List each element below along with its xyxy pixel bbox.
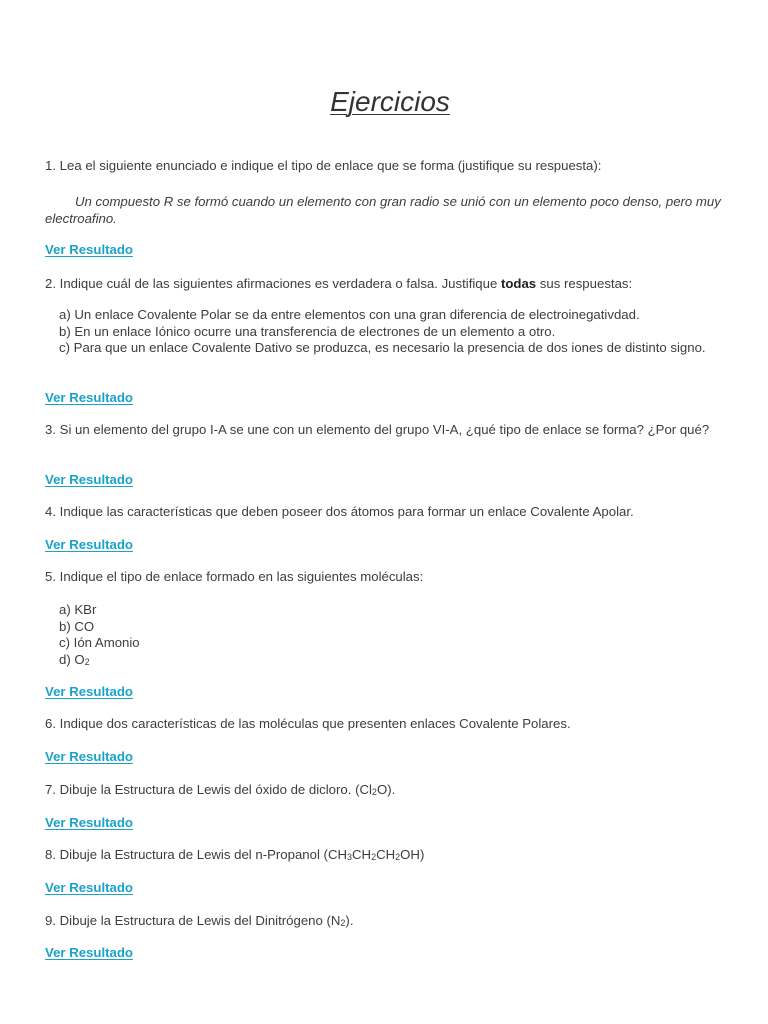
question-7-text-after: O). [376, 782, 396, 797]
question-5-options [45, 602, 735, 668]
question-9-sub: 2 [340, 918, 346, 928]
question-5-option-d [45, 652, 735, 669]
ver-resultado-link-6[interactable]: Ver Resultado [45, 749, 133, 764]
question-8-text-after: OH) [400, 847, 425, 862]
ver-resultado-link-3[interactable]: Ver Resultado [45, 472, 133, 487]
ver-resultado-link-5[interactable]: Ver Resultado [45, 684, 133, 699]
question-9-text [45, 913, 735, 930]
ver-resultado-link-1[interactable]: Ver Resultado [45, 242, 133, 257]
ver-resultado-link-8[interactable]: Ver Resultado [45, 880, 133, 895]
ver-resultado-link-7[interactable]: Ver Resultado [45, 815, 133, 830]
question-5-option-a: a) KBr [59, 602, 97, 617]
question-2-option-b: b) En un enlace Iónico ocurre una transferencia de electrones de un elemento a otro. [59, 323, 556, 339]
question-8-text [45, 847, 735, 864]
question-7-sub: 2 [371, 787, 377, 797]
question-5-option-d-prefix: d) O [59, 651, 85, 667]
question-2-text-before: 2. Indique cuál de las siguientes afirmaciones es verdadera o falsa. Justifique [45, 276, 501, 291]
question-8-part-ch-1: CH [352, 847, 372, 862]
question-2-options [45, 307, 735, 357]
question-7-text [45, 782, 735, 799]
question-3-text: 3. Si un elemento del grupo I-A se une con un elemento del grupo VI-A, ¿qué tipo de enlace se forma? ¿Por qué? [45, 422, 710, 437]
question-6-text: 6. Indique dos características de las moléculas que presenten enlaces Covalente Polares. [45, 716, 571, 731]
ver-resultado-link-9[interactable]: Ver Resultado [45, 945, 133, 960]
question-2-text [45, 276, 735, 293]
question-8-text-before: 8. Dibuje la Estructura de Lewis del n-Propanol (CH [45, 847, 347, 862]
question-1-quote: Un compuesto R se formó cuando un elemento con gran radio se unió con un elemento poco denso, pero muy electroafino. [45, 194, 721, 226]
question-2-option-c: c) Para que un enlace Covalente Dativo se produzca, es necesario la presencia de dos iones de distinto signo. [59, 340, 706, 355]
question-2-text-bold: todas [500, 276, 537, 291]
question-2-option-a: a) Un enlace Covalente Polar se da entre elementos con una gran diferencia de electroinegativdad. [59, 307, 640, 322]
question-8-sub-2: 2 [371, 852, 377, 862]
question-5-option-d-sub: 2 [84, 656, 90, 667]
question-8-sub-1: 3 [347, 852, 353, 862]
question-2-text-after: sus respuestas: [536, 276, 633, 291]
question-8-sub-3: 2 [395, 852, 401, 862]
question-9-text-before: 9. Dibuje la Estructura de Lewis del Dinitrógeno (N [45, 913, 341, 928]
question-5-text: 5. Indique el tipo de enlace formado en las siguientes moléculas: [45, 569, 424, 584]
question-9-text-after: ). [345, 913, 354, 928]
question-4-text: 4. Indique las características que deben poseer dos átomos para formar un enlace Covalente Apolar. [45, 504, 634, 519]
page-title: Ejercicios [330, 86, 450, 117]
question-8-part-ch-2: CH [376, 847, 396, 862]
ver-resultado-link-2[interactable]: Ver Resultado [45, 390, 133, 405]
question-7-text-before: 7. Dibuje la Estructura de Lewis del óxido de dicloro. (Cl [45, 782, 372, 797]
question-5-option-c: c) Ión Amonio [59, 635, 140, 650]
question-1-text: 1. Lea el siguiente enunciado e indique el tipo de enlace que se forma (justifique su respuesta): [45, 158, 602, 173]
question-5-option-b: b) CO [59, 618, 95, 634]
ver-resultado-link-4[interactable]: Ver Resultado [45, 537, 133, 552]
